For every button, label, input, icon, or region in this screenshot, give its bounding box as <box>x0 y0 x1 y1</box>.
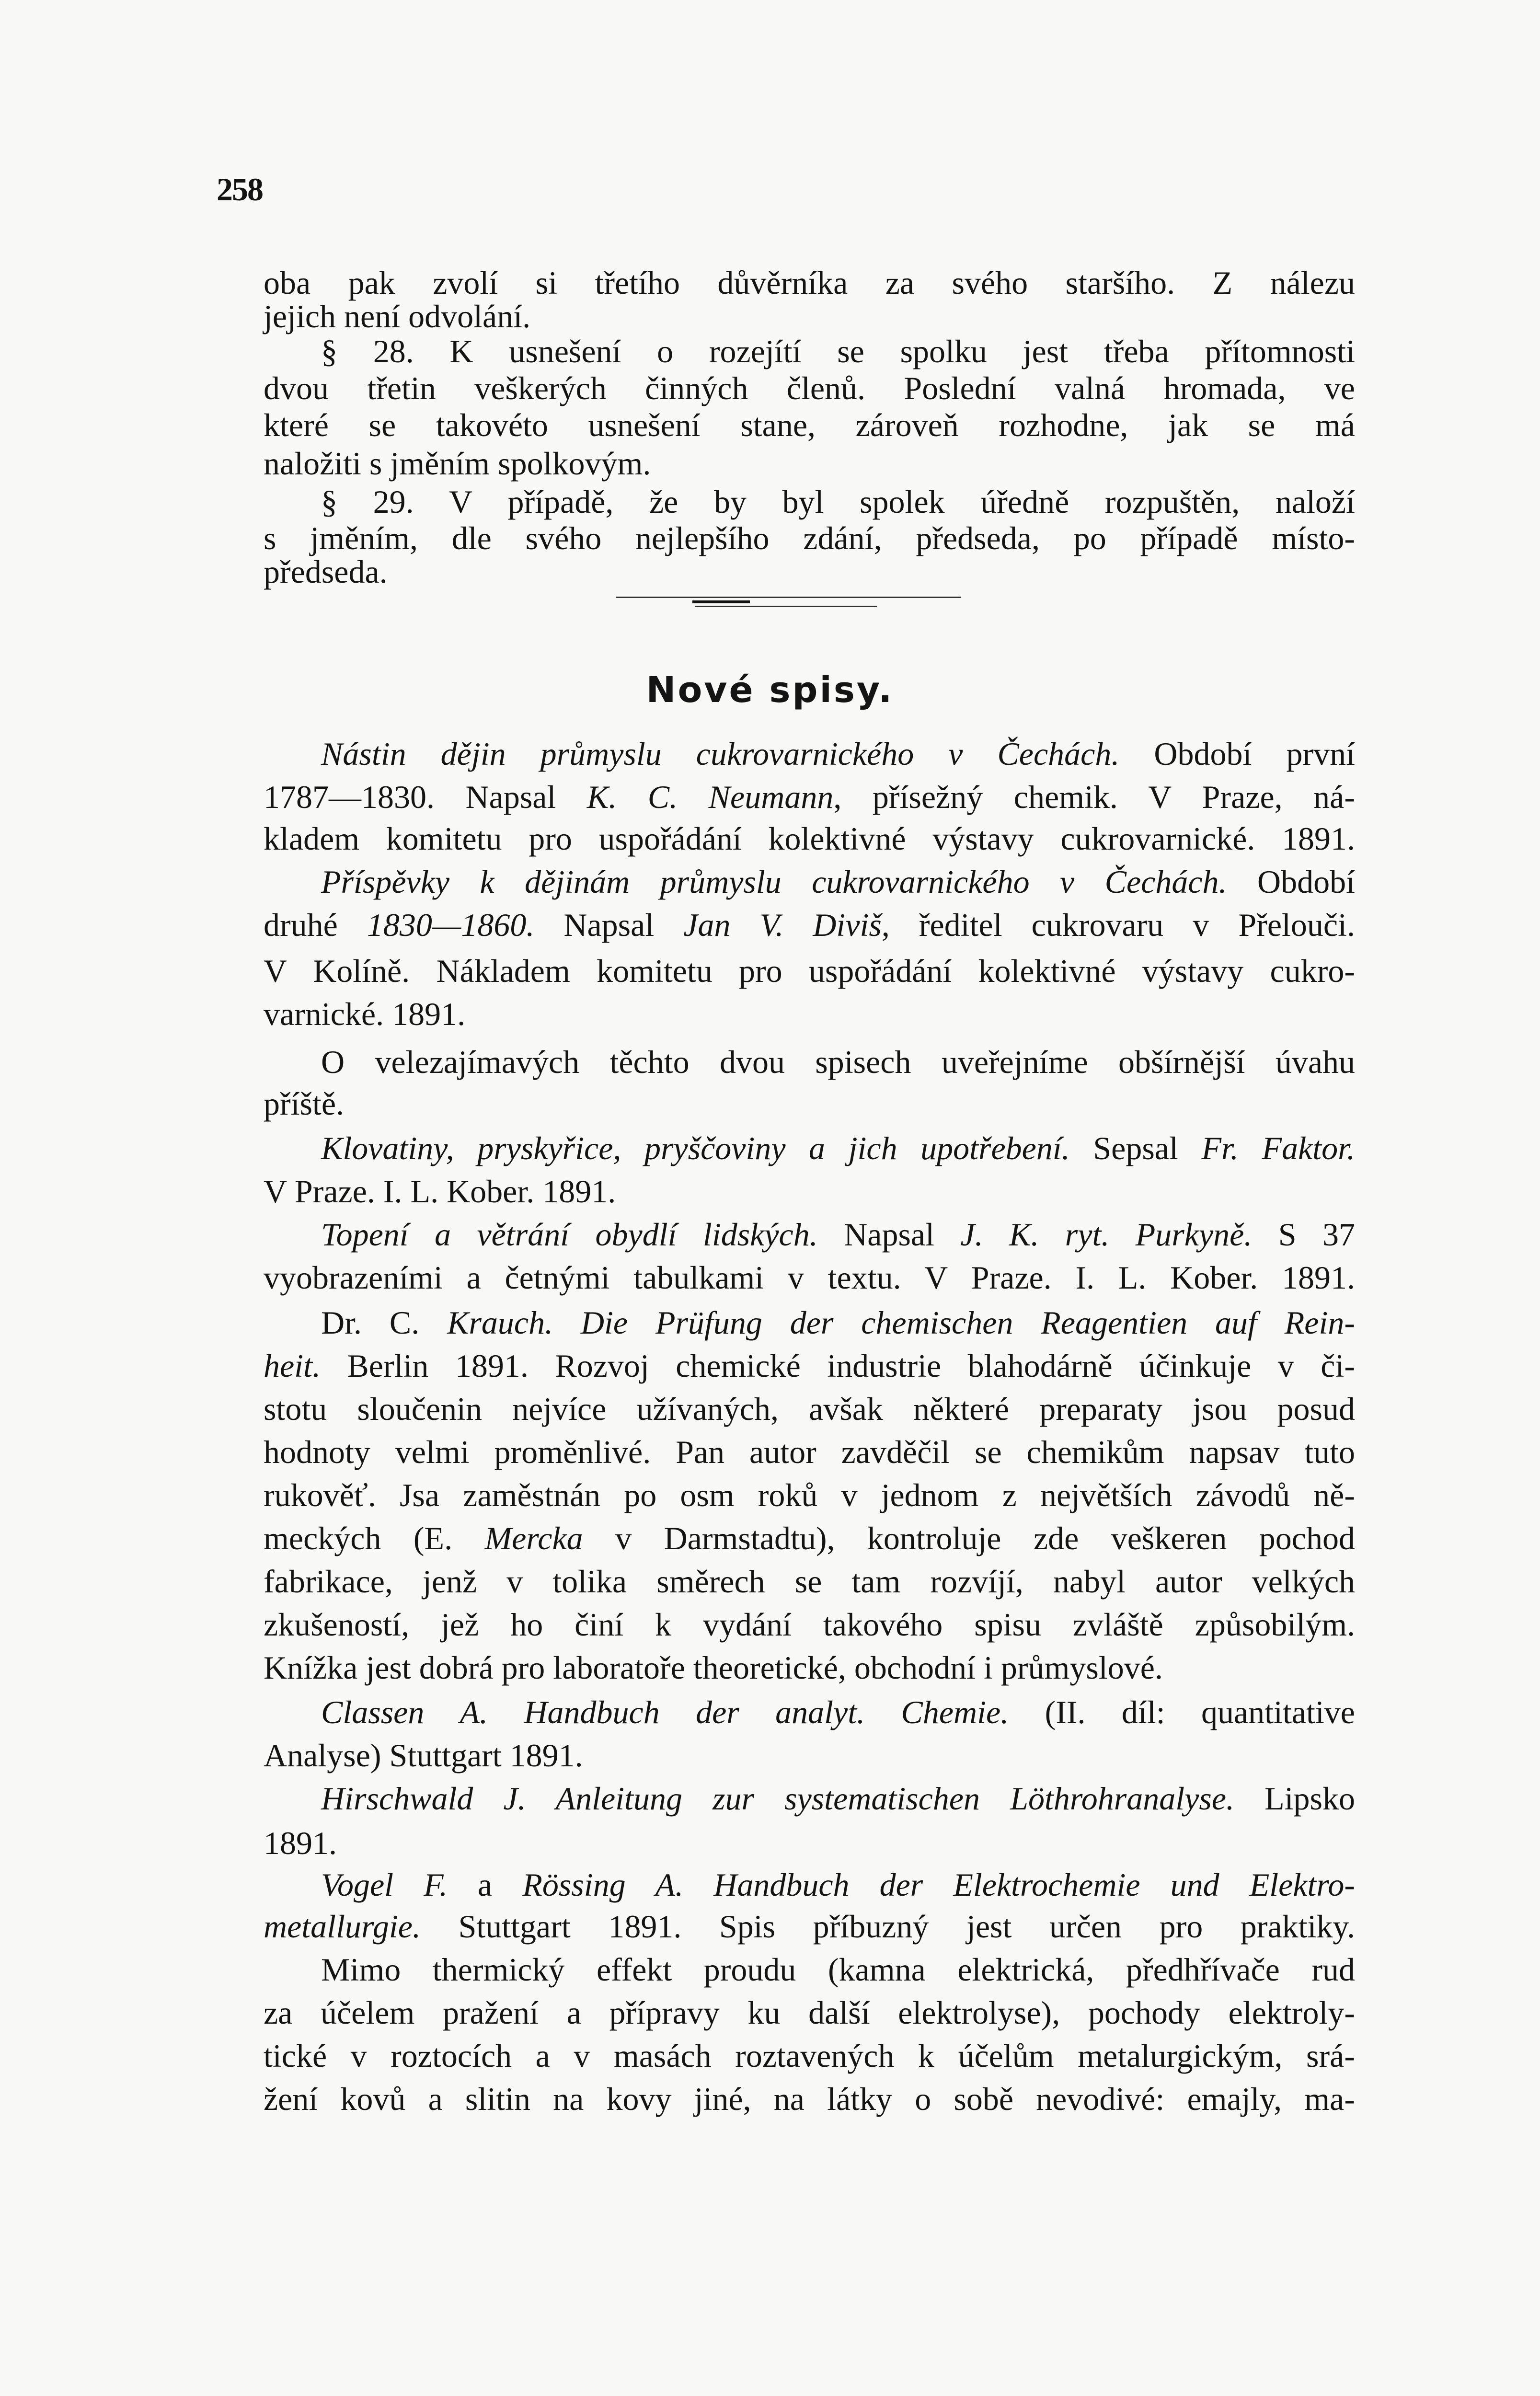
text-line <box>264 819 1355 858</box>
italic-text-run: Classen A. Handbuch der analyt. Chemie. <box>321 1694 1009 1730</box>
text-line <box>264 1693 1355 1731</box>
divider-line <box>695 606 877 607</box>
text-line <box>264 1129 1355 1167</box>
text-line <box>264 332 1355 370</box>
text-line <box>264 1824 1355 1862</box>
text-run: § 29. V případě, že by byl spolek úředně rozpuštěn, naloží <box>321 484 1355 520</box>
text-line <box>264 1476 1355 1514</box>
text-line <box>264 1993 1355 2032</box>
section-heading: Nové spisy. <box>646 669 894 711</box>
italic-text-run: Klovatiny, pryskyřice, pryščoviny a jich upotřebení. <box>321 1130 1070 1166</box>
text-line <box>264 1043 1355 1081</box>
text-run: příště. <box>264 1085 345 1122</box>
italic-text-run: Vogel F. <box>321 1866 448 1903</box>
italic-text-run: K. C. Neumann <box>586 779 834 815</box>
text-line <box>264 1736 1355 1774</box>
text-run: předseda. <box>264 553 388 590</box>
italic-text-run: Topení a větrání obydlí lidských. <box>321 1216 818 1253</box>
text-line <box>264 2080 1355 2118</box>
text-run: Napsal <box>817 1216 961 1253</box>
text-line <box>264 1562 1355 1601</box>
text-run: Období první <box>1119 736 1355 772</box>
text-run: dvou třetin veškerých činných členů. Poslední valná hromada, ve <box>264 370 1355 406</box>
text-run: V Praze. I. L. Kober. 1891. <box>264 1173 616 1210</box>
italic-text-run: Jan V. Diviš <box>683 907 882 943</box>
text-line <box>264 952 1355 990</box>
text-run: varnické. 1891. <box>264 996 466 1032</box>
text-line <box>264 995 1355 1033</box>
text-line <box>264 519 1355 557</box>
text-line <box>264 406 1355 444</box>
text-run: , přísežný chemik. V Praze, ná- <box>833 779 1356 815</box>
text-run: naložiti s jměním spolkovým. <box>264 445 651 482</box>
text-line <box>264 778 1355 816</box>
text-line <box>264 2037 1355 2075</box>
text-run: meckých (E. <box>264 1520 485 1556</box>
text-run: druhé <box>264 907 367 943</box>
text-run: Analyse) Stuttgart 1891. <box>264 1737 583 1774</box>
text-line <box>264 297 1355 335</box>
divider-line <box>692 600 750 603</box>
text-line <box>264 1605 1355 1644</box>
text-run: vyobrazeními a četnými tabulkami v textu. V Praze. I. L. Kober. 1891. <box>264 1259 1355 1296</box>
text-run: , ředitel cukrovaru v Přelouči. <box>881 907 1355 943</box>
text-run: 1891. <box>264 1825 337 1861</box>
text-line <box>264 1303 1355 1342</box>
text-run: rukověť. Jsa zaměstnán po osm roků v jednom z největších závodů ně- <box>264 1477 1355 1513</box>
page-number: 258 <box>217 171 263 207</box>
text-run: hodnoty velmi proměnlivé. Pan autor zavděčil se chemikům napsav tuto <box>264 1434 1355 1470</box>
text-run: Období <box>1227 864 1356 900</box>
text-run: (II. díl: quantitative <box>1009 1694 1355 1730</box>
text-line <box>264 483 1355 521</box>
text-run: za účelem pražení a přípravy ku další elektrolyse), pochody elektroly- <box>264 1994 1355 2031</box>
italic-text-run: Nástin dějin průmyslu cukrovarnického v Čechách. <box>321 736 1120 772</box>
text-line <box>264 369 1355 407</box>
text-run: žení kovů a slitin na kovy jiné, na látky o sobě nevodivé: emajly, ma- <box>264 2081 1355 2117</box>
text-run: Berlin 1891. Rozvoj chemické industrie blahodárně účinkuje v či- <box>320 1348 1355 1384</box>
text-run: v Darmstadtu), kontroluje zde veškeren pochod <box>583 1520 1355 1556</box>
text-run: 1787—1830. Napsal <box>264 779 587 815</box>
text-run: fabrikace, jenž v tolika směrech se tam rozvíjí, nabyl autor velkých <box>264 1563 1355 1600</box>
text-run: kladem komitetu pro uspořádání kolektivné výstavy cukrovarnické. 1891. <box>264 820 1355 857</box>
text-run: V Kolíně. Nákladem komitetu pro uspořádání kolektivné výstavy cukro- <box>264 953 1355 989</box>
text-run: Stuttgart 1891. Spis příbuzný jest určen pro praktiky. <box>420 1908 1355 1945</box>
text-line <box>264 1866 1355 1904</box>
text-run: S 37 <box>1252 1216 1355 1253</box>
italic-text-run: Rössing A. Handbuch der Elektrochemie und Elektro- <box>522 1866 1355 1903</box>
text-line <box>264 863 1355 901</box>
italic-text-run: Příspěvky k dějinám průmyslu cukrovarnického v Čechách. <box>321 864 1227 900</box>
italic-text-run: metallurgie. <box>264 1908 421 1945</box>
text-run: Mimo thermický effekt proudu (kamna elektrická, předhřívače rud <box>321 1951 1355 1988</box>
text-run: oba pak zvolí si třetího důvěrníka za svého staršího. Z nálezu <box>264 265 1355 301</box>
text-line <box>264 1347 1355 1385</box>
text-line <box>264 1779 1355 1818</box>
text-run: jejich není odvolání. <box>264 298 531 334</box>
text-line <box>264 264 1355 302</box>
text-run: stotu sloučenin nejvíce užívaných, avšak některé preparaty jsou posud <box>264 1391 1355 1427</box>
text-run: s jměním, dle svého nejlepšího zdání, předseda, po případě místo- <box>264 520 1355 556</box>
italic-text-run: Krauch. Die Prüfung der chemischen Reagentien auf Rein- <box>447 1304 1355 1341</box>
text-line <box>264 1433 1355 1471</box>
text-line <box>264 1950 1355 1989</box>
italic-text-run: heit. <box>264 1348 321 1384</box>
text-line <box>264 1215 1355 1254</box>
text-run: O velezajímavých těchto dvou spisech uveřejníme obšírnější úvahu <box>321 1044 1355 1080</box>
text-line <box>264 1258 1355 1297</box>
divider-line <box>616 597 961 598</box>
text-run: § 28. K usnešení o rozejítí se spolku jest třeba přítomnosti <box>321 333 1355 369</box>
italic-text-run: Fr. Faktor. <box>1201 1130 1355 1166</box>
text-line <box>264 1519 1355 1557</box>
text-run: Lipsko <box>1234 1780 1355 1817</box>
italic-text-run: J. K. ryt. Purkyně. <box>960 1216 1253 1253</box>
text-run: tické v roztocích a v masách roztavených k účelům metalurgickým, srá- <box>264 2038 1355 2074</box>
italic-text-run: 1830—1860. <box>367 907 535 943</box>
text-run: které se takovéto usnešení stane, zároveň rozhodne, jak se má <box>264 407 1355 443</box>
text-line <box>264 444 1355 483</box>
italic-text-run: Mercka <box>484 1520 583 1556</box>
text-line <box>264 906 1355 944</box>
text-line <box>264 1084 1355 1123</box>
text-line <box>264 1172 1355 1210</box>
text-run: Knížka jest dobrá pro laboratoře theoretické, obchodní i průmyslové. <box>264 1649 1163 1686</box>
text-line <box>264 553 1355 591</box>
text-line <box>264 1648 1355 1687</box>
text-line <box>264 735 1355 773</box>
text-run: a <box>447 1866 523 1903</box>
text-line <box>264 1907 1355 1946</box>
text-run: zkušeností, jež ho činí k vydání takového spisu zvláště způsobilým. <box>264 1606 1355 1643</box>
text-line <box>264 1390 1355 1428</box>
italic-text-run: Hirschwald J. Anleitung zur systematischen Löthrohranalyse. <box>321 1780 1234 1817</box>
text-run: Sepsal <box>1069 1130 1202 1166</box>
text-run: Dr. C. <box>321 1304 448 1341</box>
text-run: Napsal <box>534 907 684 943</box>
